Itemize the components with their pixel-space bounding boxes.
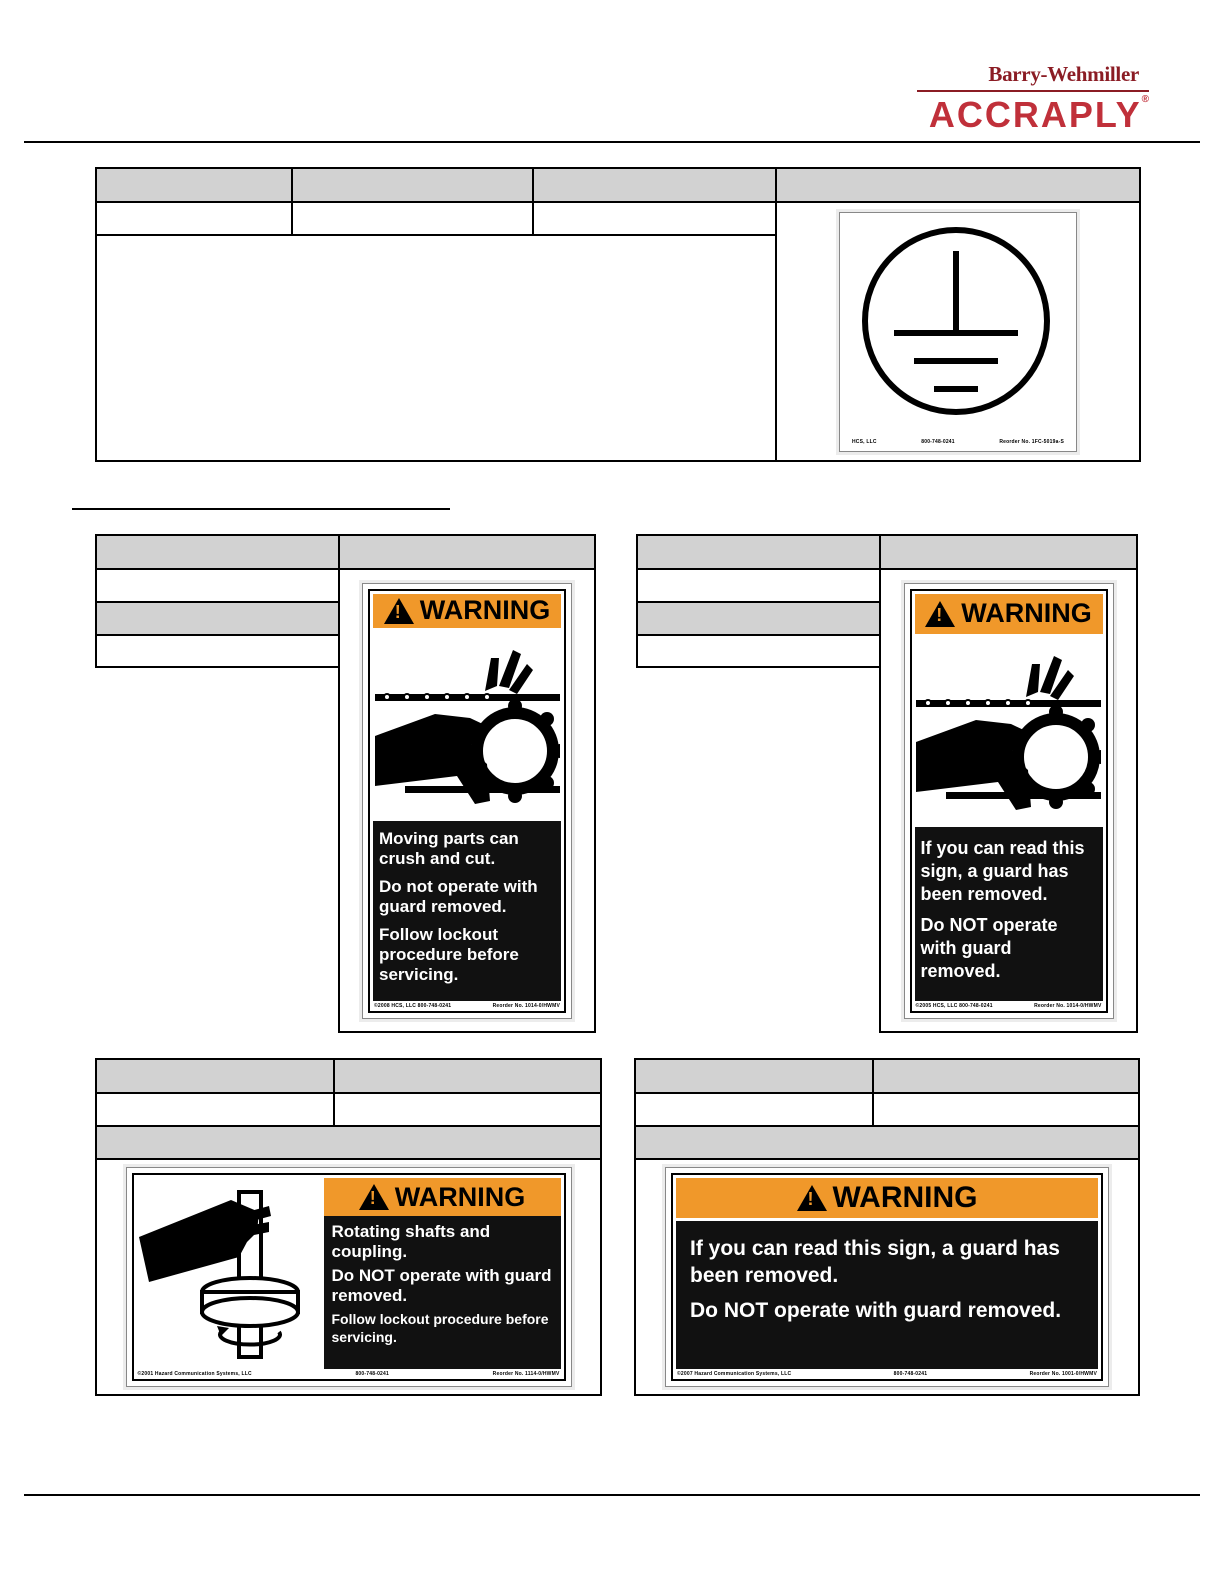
warning-triangle-icon xyxy=(925,601,955,627)
logo-divider xyxy=(917,90,1149,92)
table-header-cell xyxy=(338,534,596,570)
table-header-cell xyxy=(95,1058,335,1094)
signal-word: WARNING xyxy=(419,595,551,625)
table-cell xyxy=(636,634,881,668)
table-header-cell xyxy=(634,1058,874,1094)
label-frame xyxy=(671,1173,1103,1381)
table-cell xyxy=(95,201,293,236)
table-cell xyxy=(532,201,777,236)
warning-line: Do not operate with guard removed. xyxy=(379,876,538,916)
warning-message-panel xyxy=(373,821,561,1001)
fine-print-copyright: ©2007 Hazard Communication Systems, LLC xyxy=(677,1371,792,1377)
fine-print-reorder: Reorder No. 1001-0/HWMV xyxy=(1029,1371,1097,1377)
warning-message-panel xyxy=(324,1216,561,1369)
warning-line: Do NOT operate with guard removed. xyxy=(690,1299,1062,1322)
chain-guard-image-cell xyxy=(879,568,1138,1033)
header-rule xyxy=(24,141,1200,143)
fine-print-phone: 800-748-0241 xyxy=(893,1371,928,1377)
warning-triangle-icon xyxy=(797,1185,827,1211)
description-cell xyxy=(95,234,777,462)
fine-print-copyright: ©2001 Hazard Communication Systems, LLC xyxy=(137,1371,252,1377)
chain-sprocket-hand-crush-icon xyxy=(370,631,564,821)
ground-label-fine-print xyxy=(848,437,1068,447)
signal-word: WARNING xyxy=(394,1181,526,1212)
table-cell xyxy=(872,1092,1140,1127)
fine-print-reorder: Reorder No. 1114-0/HWMV xyxy=(492,1371,560,1377)
warning-line: Rotating shafts and coupling. xyxy=(331,1222,491,1261)
label-body xyxy=(134,1175,564,1369)
table-header-cell xyxy=(95,601,340,636)
fine-print-phone: 800-748-0241 xyxy=(921,438,955,445)
table-header-cell xyxy=(636,601,881,636)
warning-line: If you can read this sign, a guard has been removed. xyxy=(690,1237,1060,1287)
table-cell xyxy=(634,1092,874,1127)
label-fine-print xyxy=(673,1369,1101,1379)
fine-print-copyright: ©2008 HCS, LLC 800-748-0241 xyxy=(374,1002,452,1009)
warning-header xyxy=(373,594,561,628)
table-cell xyxy=(95,1092,335,1127)
table-cell xyxy=(291,201,534,236)
chain-sprocket-hand-crush-icon xyxy=(912,637,1106,827)
warning-triangle-icon xyxy=(359,1184,389,1210)
table-header-cell xyxy=(872,1058,1140,1094)
brand-parent-name: Barry-Wehmiller xyxy=(988,62,1139,86)
guard-removed-label xyxy=(665,1167,1109,1387)
table-cell xyxy=(95,568,340,603)
table-header-cell xyxy=(95,1125,602,1160)
warning-line: Follow lockout procedure before servicing. xyxy=(379,924,519,984)
brand-name: ACCRAPLY xyxy=(928,94,1142,135)
chain-guard-label xyxy=(904,583,1114,1019)
guard-removed-image-cell xyxy=(634,1158,1140,1396)
fine-print-copyright: ©2005 HCS, LLC 800-748-0241 xyxy=(915,1002,993,1009)
label-frame xyxy=(368,589,566,1013)
signal-word: WARNING xyxy=(832,1181,978,1214)
ground-label xyxy=(839,212,1077,452)
rotating-shaft-label xyxy=(126,1167,572,1387)
table-header-cell xyxy=(775,167,1141,203)
warning-line: Do NOT operate with guard removed. xyxy=(331,1266,552,1305)
chain-crush-image-cell xyxy=(338,568,596,1033)
protective-earth-ground-icon xyxy=(848,221,1068,421)
warning-header xyxy=(915,594,1103,634)
label-fine-print xyxy=(370,1001,564,1011)
section-heading-underline xyxy=(72,508,450,510)
fine-print-reorder: Reorder No. 1014-0/HWMV xyxy=(492,1002,560,1009)
rotating-shaft-hand-icon xyxy=(134,1175,324,1369)
warning-header xyxy=(676,1178,1098,1218)
table-header-cell xyxy=(95,534,340,570)
fine-print-reorder: Reorder No. 1014-0/HWMV xyxy=(1034,1002,1102,1009)
table-header-cell xyxy=(532,167,777,203)
registered-mark: ® xyxy=(1141,94,1149,105)
signal-word: WARNING xyxy=(961,598,1092,628)
fine-print-company: HCS, LLC xyxy=(852,438,877,445)
label-frame xyxy=(910,589,1108,1013)
table-cell xyxy=(333,1092,602,1127)
table-header-cell xyxy=(634,1125,1140,1160)
ground-label-image-cell xyxy=(775,201,1141,462)
chain-crush-label xyxy=(362,583,572,1019)
table-header-cell xyxy=(95,167,293,203)
warning-header xyxy=(324,1178,561,1216)
warning-triangle-icon xyxy=(384,598,414,624)
ground-label-face xyxy=(848,221,1068,443)
fine-print-phone: 800-748-0241 xyxy=(355,1371,389,1377)
table-header-cell xyxy=(291,167,534,203)
warning-line: Moving parts can crush and cut. xyxy=(379,828,519,868)
footer-rule xyxy=(24,1494,1200,1496)
warning-line: Follow lockout procedure before servicing. xyxy=(331,1311,549,1345)
brand-logo xyxy=(929,94,1149,136)
warning-message-panel xyxy=(915,827,1103,1001)
label-text-column xyxy=(324,1178,561,1369)
fine-print-reorder: Reorder No. 1FC-5019a-S xyxy=(999,438,1064,445)
warning-line: Do NOT operate with guard removed. xyxy=(920,914,1058,981)
rotating-shaft-image-cell xyxy=(95,1158,602,1396)
label-frame xyxy=(132,1173,566,1381)
label-fine-print xyxy=(134,1369,564,1379)
warning-line: If you can read this sign, a guard has been removed. xyxy=(920,837,1085,904)
table-header-cell xyxy=(333,1058,602,1094)
label-fine-print xyxy=(912,1001,1106,1011)
table-cell xyxy=(95,634,340,668)
table-cell xyxy=(636,568,881,603)
table-header-cell xyxy=(879,534,1138,570)
table-header-cell xyxy=(636,534,881,570)
warning-message-panel xyxy=(676,1221,1098,1369)
